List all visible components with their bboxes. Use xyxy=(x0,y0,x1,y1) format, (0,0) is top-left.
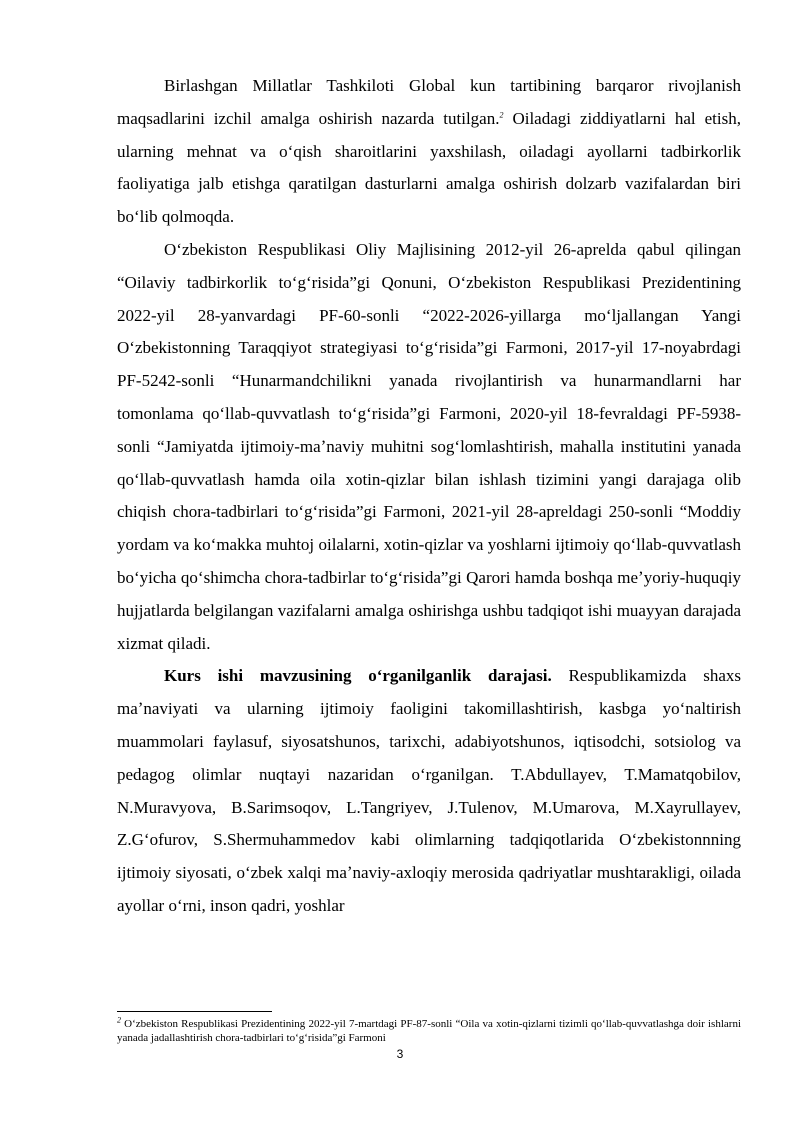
section-heading: Kurs ishi mavzusining oʻrganilganlik darajasi. xyxy=(164,666,552,686)
paragraph-1 xyxy=(117,70,741,234)
paragraph-3 xyxy=(117,660,741,922)
paragraph-1-text: Birlashgan Millatlar Tashkiloti Global kun tartibining barqaror rivojlanish maqsadlarini izchil amalga oshirish nazarda tutilgan. xyxy=(117,76,741,128)
footnote-marker: 2 xyxy=(117,1015,121,1025)
footnote-divider xyxy=(117,1011,272,1012)
page-body xyxy=(117,70,741,923)
footnote xyxy=(117,1017,741,1045)
footnote-reference[interactable]: 2 xyxy=(499,110,504,120)
footnote-text: Oʻzbekiston Respublikasi Prezidentining 2022-yil 7-martdagi PF-87-sonli “Oila va xotin-qizlarni tizimli qoʻllab-quvvatlashga doir ishlarni yanada jadallashtirish chora-tadbirlari toʻgʻrisida”gi Farmoni xyxy=(117,1018,741,1044)
paragraph-2: Oʻzbekiston Respublikasi Oliy Majlisining 2012-yil 26-aprelda qabul qilingan “Oilaviy tadbirkorlik toʻgʻrisida”gi Qonuni, Oʻzbekiston Respublikasi Prezidentining 2022-yil 28-yanvardagi PF-60-sonli “2022-2026-yillarga moʻljallangan Yangi Oʻzbekistonning Taraqqiyot strategiyasi toʻgʻrisida”gi Farmoni, 2017-yil 17-noyabrdagi PF-5242-sonli “Hunarmandchilikni yanada rivojlantirish va hunarmandlarni har tomonlama qoʻllab-quvvatlash toʻgʻrisida”gi Farmoni, 2020-yil 18-fevraldagi PF-5938-sonli “Jamiyatda ijtimoiy-maʼnaviy muhitni sogʻlomlashtirish, mahalla institutini yanada qoʻllab-quvvatlash hamda oila xotin-qizlar bilan ishlash tizimini yangi darajaga olib chiqish chora-tadbirlari toʻgʻrisida”gi Farmoni, 2021-yil 28-apreldagi 250-sonli “Moddiy yordam va koʻmakka muhtoj oilalarni, xotin-qizlar va yoshlarni ijtimoiy qoʻllab-quvvatlash boʻyicha qoʻshimcha chora-tadbirlar toʻgʻrisida”gi Qarori hamda boshqa meʼyoriy-huquqiy hujjatlarda belgilangan vazifalarni amalga oshirishga ushbu tadqiqot ishi muayyan darajada xizmat qiladi. xyxy=(117,239,741,653)
page-number: 3 xyxy=(396,1047,404,1061)
paragraph-3-text: Respublikamizda shaxs maʼnaviyati va ularning ijtimoiy faoligini takomillashtirish, kasbga yoʻnaltirish muammolari faylasuf, siyosatshunos, tarixchi, adabiyotshunos, iqtisodchi, sotsiolog va pedagog olimlar nuqtayi nazaridan oʻrganilgan. T.Abdullayev, T.Mamatqobilov, N.Muravyova, B.Sarimsoqov, L.Tangriyev, J.Tulenov, M.Umarova, M.Xayrullayev, Z.Gʻofurov, S.Shermuhammedov kabi olimlarning tadqiqotlarida Oʻzbekistonnning ijtimoiy siyosati, oʻzbek xalqi maʼnaviy-axloqiy merosida qadriyatlar mushtarakligi, oilada ayollar oʻrni, inson qadri, yoshlar xyxy=(117,666,742,915)
paragraph-1-tail: Oiladagi ziddiyatlarni hal etish, ularning mehnat va oʻqish sharoitlarini yaxshilash, oiladagi ayollarni tadbirkorlik faoliyatiga jalb etishga qaratilgan dasturlarni amalga oshirish dolzarb vazifalardan biri boʻlib qolmoqda. xyxy=(117,108,741,227)
